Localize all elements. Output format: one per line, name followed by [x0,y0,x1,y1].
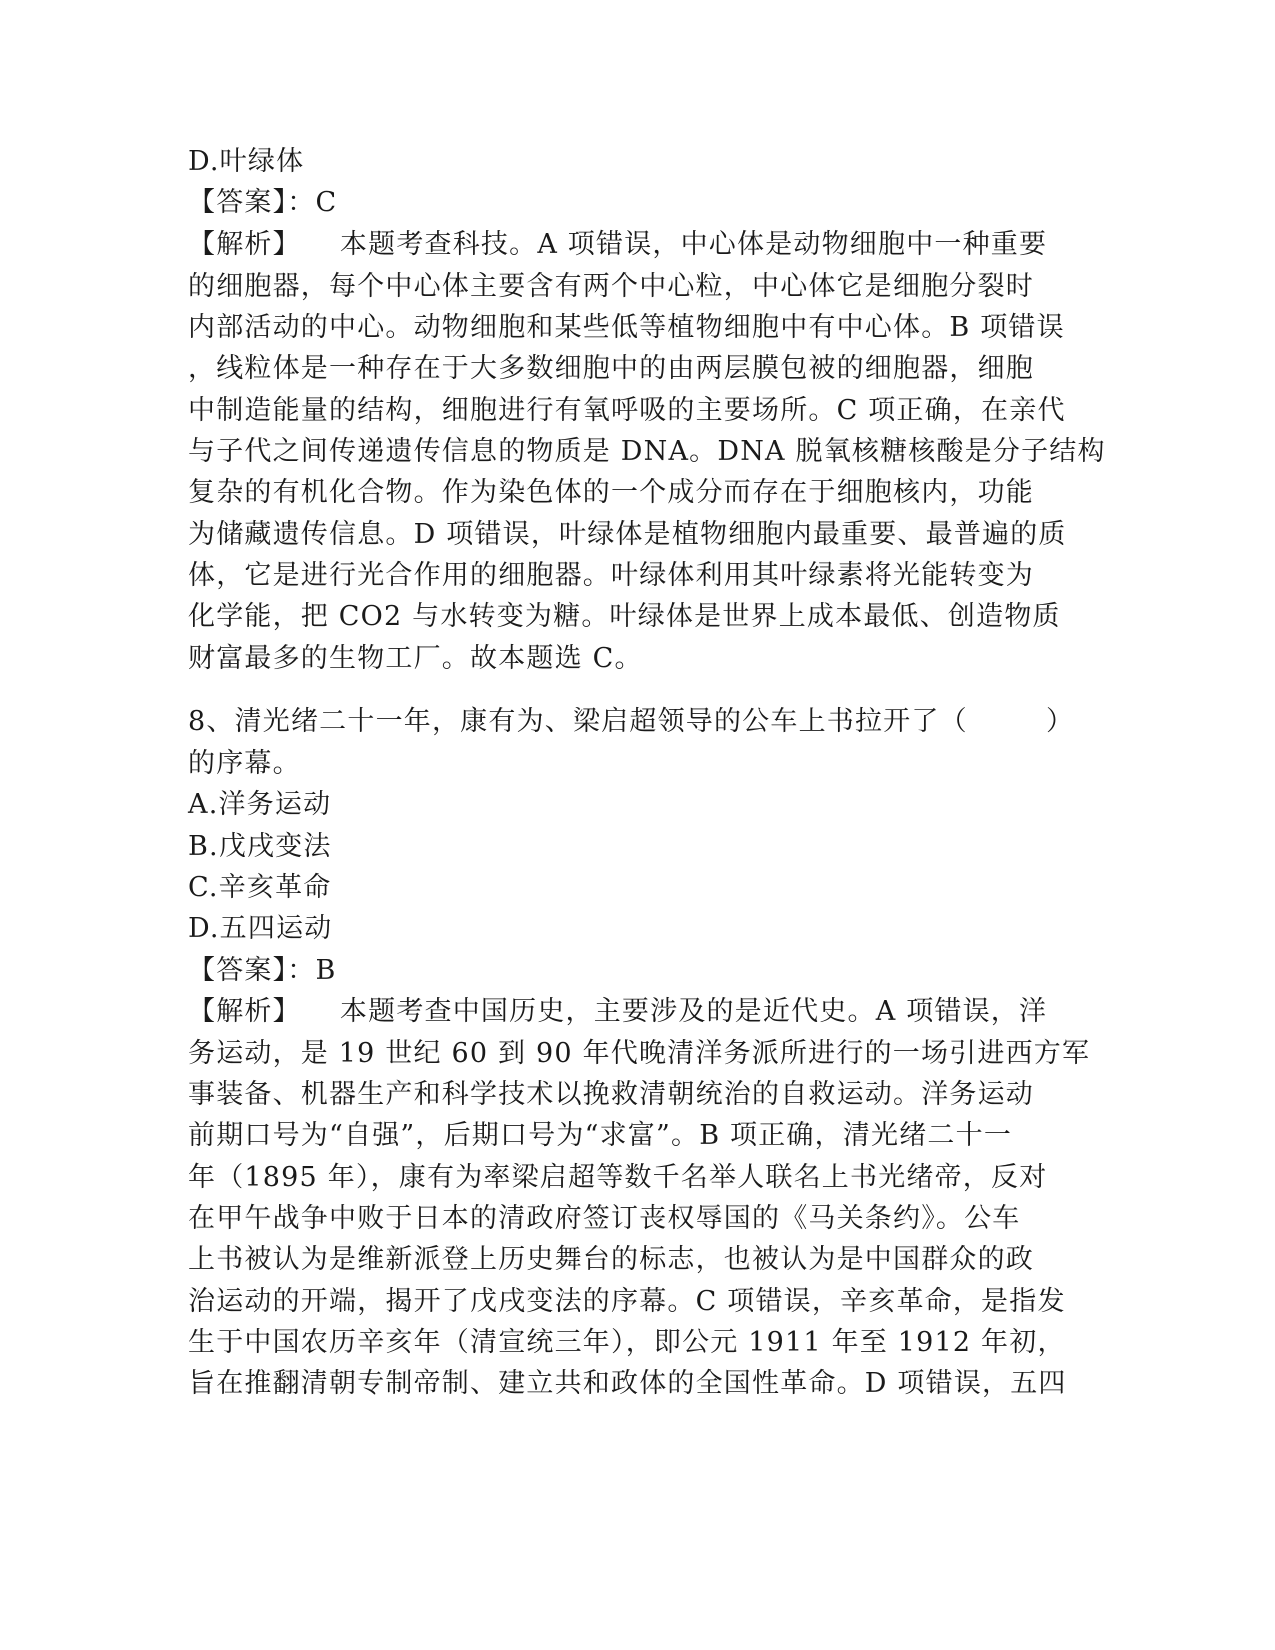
q8-stem-line: 8、清光绪二十一年，康有为、梁启超领导的公车上书拉开了（ ） [188,706,1075,737]
prev-analysis-line: 财富最多的生物工厂。故本题选 C。 [188,643,643,674]
prev-analysis-line: 化学能，把 CO2 与水转变为糖。叶绿体是世界上成本最低、创造物质 [188,601,1061,632]
q8-analysis-line: 事装备、机器生产和科学技术以挽救清朝统治的自救运动。洋务运动 [188,1079,1034,1110]
q8-analysis-line: 上书被认为是维新派登上历史舞台的标志，也被认为是中国群众的政 [188,1244,1034,1275]
q8-option-d: D.五四运动 [188,913,333,944]
q8-analysis-line: 务运动，是 19 世纪 60 到 90 年代晚清洋务派所进行的一场引进西方军 [188,1038,1091,1069]
q8-option-c: C.辛亥革命 [188,872,332,903]
q8-stem-line: 的序幕。 [188,748,301,779]
prev-analysis-line: 中制造能量的结构，细胞进行有氧呼吸的主要场所。C 项正确，在亲代 [188,395,1066,426]
q8-analysis-line: 生于中国农历辛亥年（清宣统三年），即公元 1911 年至 1912 年初， [188,1327,1066,1358]
prev-analysis-line: 的细胞器，每个中心体主要含有两个中心粒，中心体它是细胞分裂时 [188,271,1034,302]
q8-analysis-line: 年（1895 年），康有为率梁启超等数千名举人联名上书光绪帝，反对 [188,1162,1048,1193]
q8-analysis-line: 治运动的开端，揭开了戊戌变法的序幕。C 项错误，辛亥革命，是指发 [188,1286,1066,1317]
q8-answer: 【答案】：B [188,955,337,986]
prev-analysis-line: 为储藏遗传信息。D 项错误，叶绿体是植物细胞内最重要、最普遍的质 [188,519,1067,550]
q8-option-b: B.戊戌变法 [188,831,332,862]
q8-analysis-line: 在甲午战争中败于日本的清政府签订丧权辱国的《马关条约》。公车 [188,1203,1021,1234]
q8-analysis-line: 【解析】 本题考查中国历史，主要涉及的是近代史。A 项错误，洋 [188,996,1048,1027]
prev-analysis-line: 与子代之间传递遗传信息的物质是 DNA。DNA 脱氧核糖核酸是分子结构 [188,436,1106,467]
prev-analysis-line: 【解析】 本题考查科技。A 项错误，中心体是动物细胞中一种重要 [188,229,1048,260]
q8-option-a: A.洋务运动 [188,789,332,820]
prev-analysis-line: 内部活动的中心。动物细胞和某些低等植物细胞中有中心体。B 项错误 [188,312,1065,343]
q8-analysis-line: 前期口号为“自强”，后期口号为“求富”。B 项正确，清光绪二十一 [188,1120,1013,1151]
prev-analysis-line: 体，它是进行光合作用的细胞器。叶绿体利用其叶绿素将光能转变为 [188,560,1034,591]
prev-option-d: D.叶绿体 [188,146,305,177]
prev-analysis-line: 复杂的有机化合物。作为染色体的一个成分而存在于细胞核内，功能 [188,477,1034,508]
q8-analysis-line: 旨在推翻清朝专制帝制、建立共和政体的全国性革命。D 项错误，五四 [188,1368,1067,1399]
prev-answer: 【答案】：C [188,187,338,218]
prev-analysis-line: ，线粒体是一种存在于大多数细胞中的由两层膜包被的细胞器，细胞 [188,353,1034,384]
